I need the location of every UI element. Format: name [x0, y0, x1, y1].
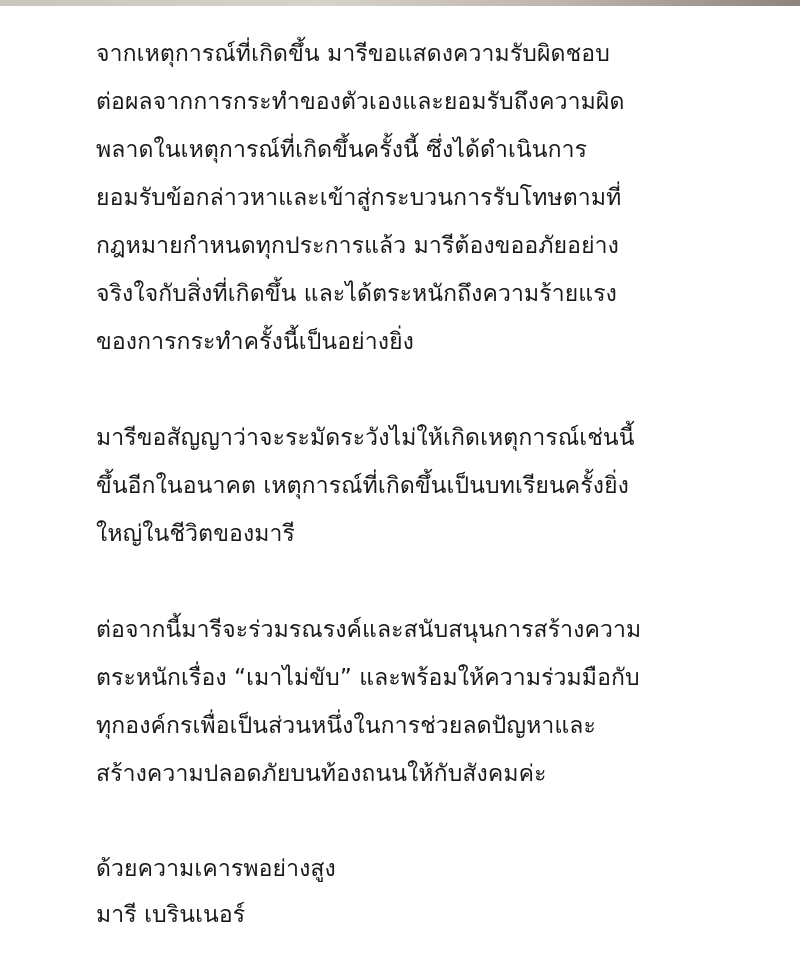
text-line: กฎหมายกำหนดทุกประการแล้ว มารีต้องขออภัยอย่าง [96, 233, 620, 259]
text-line: ต่อจากนี้มารีจะร่วมรณรงค์และสนับสนุนการสร้างความ [96, 617, 642, 643]
text-line: ของการกระทำครั้งนี้เป็นอย่างยิ่ง [96, 329, 414, 355]
paragraph-1 [96, 30, 776, 366]
text-line: ตระหนักเรื่อง “เมาไม่ขับ” และพร้อมให้ความร่วมมือกับ [96, 665, 640, 691]
text-line: พลาดในเหตุการณ์ที่เกิดขึ้นครั้งนี้ ซึ่งได้ดำเนินการ [96, 137, 588, 163]
paragraph-3 [96, 606, 776, 798]
text-line: ต่อผลจากการกระทำของตัวเองและยอมรับถึงความผิด [96, 89, 625, 115]
closing-line: ด้วยความเคารพอย่างสูง [96, 856, 336, 882]
apology-letter [96, 30, 776, 938]
text-line: จากเหตุการณ์ที่เกิดขึ้น มารีขอแสดงความรับผิดชอบ [96, 41, 610, 67]
text-line: จริงใจกับสิ่งที่เกิดขึ้น และได้ตระหนักถึงความร้ายแรง [96, 281, 618, 307]
text-line: มารีขอสัญญาว่าจะระมัดระวังไม่ให้เกิดเหตุการณ์เช่นนี้ [96, 425, 635, 451]
text-line: ทุกองค์กรเพื่อเป็นส่วนหนึ่งในการช่วยลดปัญหาและ [96, 713, 596, 739]
signature-name: มารี เบรินเนอร์ [96, 902, 246, 928]
top-image-edge [0, 0, 800, 6]
paragraph-2 [96, 414, 776, 558]
paragraph-spacer [96, 558, 776, 606]
text-line: ยอมรับข้อกล่าวหาและเข้าสู่กระบวนการรับโทษตามที่ [96, 185, 622, 211]
paragraph-spacer [96, 366, 776, 414]
text-line: สร้างความปลอดภัยบนท้องถนนให้กับสังคมค่ะ [96, 761, 547, 787]
signoff [96, 846, 776, 938]
paragraph-spacer [96, 798, 776, 846]
text-line: ใหญ่ในชีวิตของมารี [96, 521, 295, 547]
text-line: ขึ้นอีกในอนาคต เหตุการณ์ที่เกิดขึ้นเป็นบทเรียนครั้งยิ่ง [96, 473, 629, 499]
